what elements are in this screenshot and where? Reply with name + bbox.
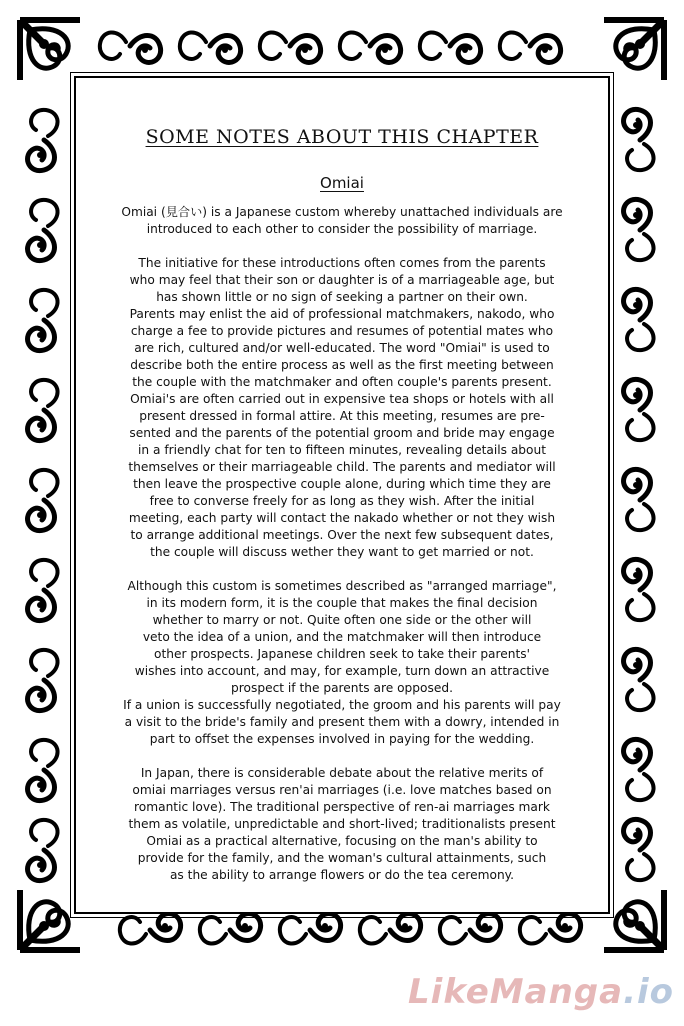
corner-ornament-icon — [604, 890, 664, 950]
paragraph-debate: In Japan, there is considerable debate about the relative merits of omiai marriages versus ren'ai marriages (i.e. love matches based on romantic love). The traditional perspective of ren-ai marriages mark them as volatile, unpredictable and short-lived; traditionalists present Omiai as a practical alternative, focusing on the man's ability to provide for the family, and the woman's cultural attainments, such as the ability to arrange flowers or do the tea ceremony. — [128, 766, 556, 882]
watermark-name: LikeManga — [408, 972, 624, 1012]
watermark-domain: .io — [623, 972, 674, 1012]
corner-ornament-icon — [20, 890, 80, 950]
corner-ornament-icon — [20, 20, 80, 80]
top-border-scrolls — [100, 32, 561, 62]
section-heading: Omiai — [320, 174, 364, 192]
body-text — [92, 204, 592, 901]
paragraph-initiative: The initiative for these introductions often comes from the parents who may feel that their son or daughter is of a marriageable age, but has shown little or no sign of seeking a partner on their own. Parents may enlist the aid of professional matchmakers, nakodo, who charge a fee to provide pictures and resumes of potential mates who are rich, cultured and/or well-educated. The word "Omiai" is used to describe both the entire process as well as the first meeting between the couple with the matchmaker and often couple's parents present. Omiai's are often carried out in expensive tea shops or hotels with all present dressed in formal attire. At this meeting, resumes are pre- sented and the parents of the potential groom and bride may engage in a friendly chat for ten to fifteen minutes, revealing details about themselves or their marriageable child. The parents and mediator will then leave the prospective couple alone, during which time they are free to converse freely for as long as they wish. After the initial meeting, each party will contact the nakado whether or not they wish to arrange additional meetings. Over the next few subsequent dates, the couple will discuss wether they want to get married or not. — [128, 256, 556, 559]
bottom-border-scrolls — [120, 914, 581, 944]
page-title: SOME NOTES ABOUT THIS CHAPTER — [145, 126, 539, 148]
paragraph-intro: Omiai (見合い) is a Japanese custom whereby unattached individuals are introduced to each other to consider the possibility of marriage. — [121, 205, 563, 236]
site-watermark — [408, 972, 674, 1012]
right-border-scrolls — [624, 109, 654, 880]
paragraph-modern-form: Although this custom is sometimes described as "arranged marriage", in its modern form, it is the couple that makes the final decision whether to marry or not. Quite often one side or the other will veto the idea of a union, and the matchmaker will then introduce other prospects. Japanese children seek to take their parents' wishes into account, and may, for example, turn down an attractive prospect if the parents are opposed. If a union is successfully negotiated, the groom and his parents will pay a visit to the bride's family and present them with a dowry, intended in part to offset the expenses involved in paying for the wedding. — [123, 579, 561, 746]
left-border-scrolls — [28, 110, 58, 881]
corner-ornament-icon — [604, 20, 664, 80]
